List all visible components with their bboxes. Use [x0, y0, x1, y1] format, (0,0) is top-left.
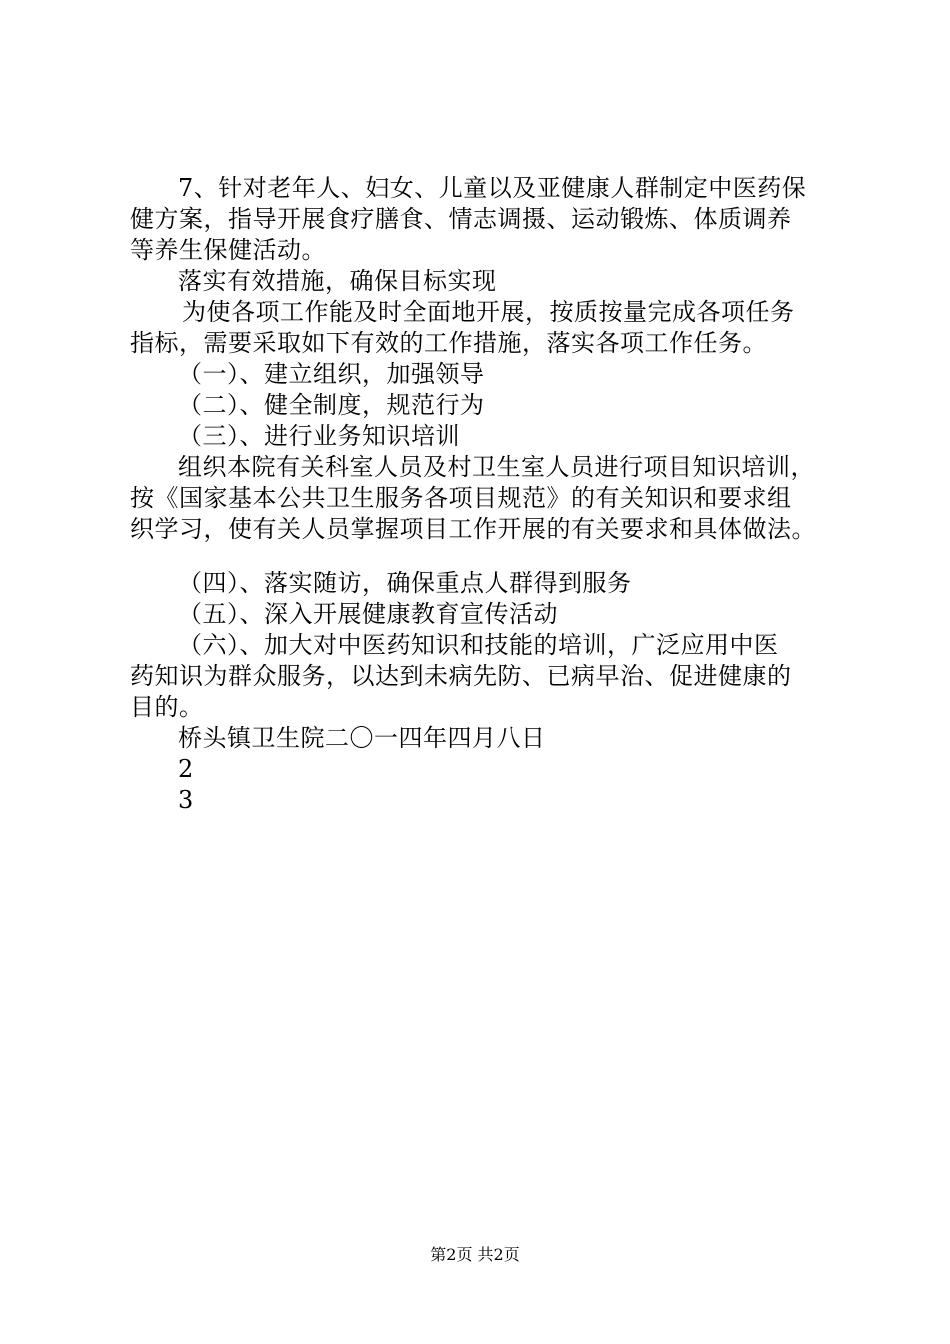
paragraph-line: 目的。: [130, 693, 204, 721]
paragraph-line: 药知识为群众服务，以达到未病先防、已病早治、促进健康的: [130, 662, 792, 690]
paragraph-line: 织学习，使有关人员掌握项目工作开展的有关要求和具体做法。: [130, 515, 816, 543]
paragraph-line: 按《国家基本公共卫生服务各项目规范》的有关知识和要求组: [130, 484, 792, 512]
paragraph-line: 指标，需要采取如下有效的工作措施，落实各项工作任务。: [130, 329, 767, 357]
subsection-heading: （六）、加大对中医药知识和技能的培训，广泛应用中医: [178, 631, 779, 659]
paragraph-line: 为使各项工作能及时全面地开展，按质按量完成各项任务: [182, 298, 795, 326]
subsection-heading: （二）、健全制度，规范行为: [178, 391, 485, 419]
section-heading: 落实有效措施，确保目标实现: [178, 267, 497, 295]
subsection-heading: （一）、建立组织，加强领导: [178, 360, 485, 388]
subsection-heading: （四）、落实随访，确保重点人群得到服务: [178, 569, 632, 597]
subsection-heading: （五）、深入开展健康教育宣传活动: [178, 600, 558, 628]
page-footer: 第2页 共2页: [430, 1245, 520, 1264]
paragraph-line: 等养生保健活动。: [130, 236, 326, 264]
stray-number: 2: [178, 755, 194, 783]
document-body: [130, 173, 850, 816]
paragraph-line: 组织本院有关科室人员及村卫生室人员进行项目知识培训，: [178, 453, 815, 481]
subsection-heading: （三）、进行业务知识培训: [178, 422, 460, 450]
paragraph-line: 健方案，指导开展食疗膳食、情志调摄、运动锻炼、体质调养: [130, 205, 792, 233]
paragraph-spacer: [130, 545, 850, 568]
signature-line: 桥头镇卫生院二〇一四年四月八日: [178, 724, 546, 752]
stray-number: 3: [178, 786, 194, 814]
paragraph-line: 7、针对老年人、妇女、儿童以及亚健康人群制定中医药保: [178, 174, 807, 202]
